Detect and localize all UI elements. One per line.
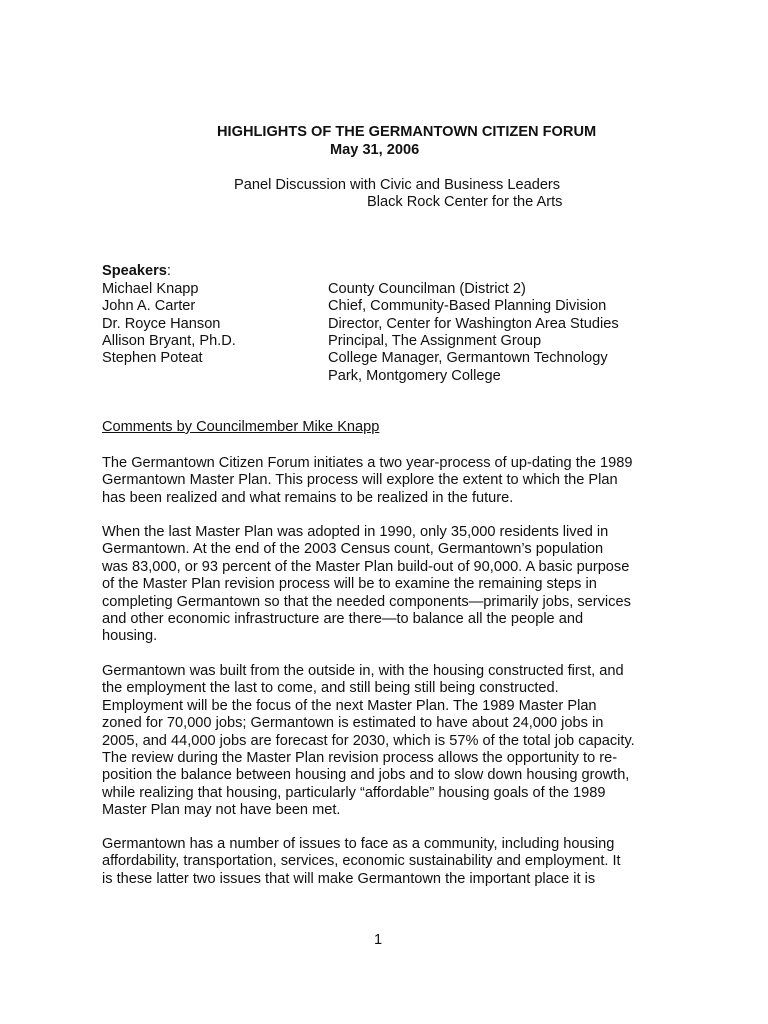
paragraph (102, 663, 662, 820)
speaker-title: Principal, The Assignment Group (328, 333, 542, 349)
speaker-row (102, 316, 619, 332)
paragraph-line: the employment the last to come, and still being still being constructed. (102, 680, 559, 697)
paragraph-line: is these latter two issues that will make Germantown the important place it is (102, 870, 596, 887)
paragraph-line: and other economic infrastructure are there—to balance all the people and (102, 611, 584, 628)
paragraph-line: position the balance between housing and jobs and to slow down housing growth, (102, 767, 630, 784)
speaker-row (102, 298, 606, 314)
document-venue: Black Rock Center for the Arts (367, 194, 563, 210)
document-title: HIGHLIGHTS OF THE GERMANTOWN CITIZEN FORUM (217, 124, 597, 140)
paragraph (102, 455, 662, 507)
paragraph-line: zoned for 70,000 jobs; Germantown is estimated to have about 24,000 jobs in (102, 715, 604, 732)
paragraph-line: affordability, transportation, services, economic sustainability and employment. It (102, 853, 621, 870)
paragraph-line: The review during the Master Plan revision process allows the opportunity to re- (102, 750, 618, 767)
speaker-name: John A. Carter (102, 298, 196, 314)
page-number: 1 (374, 932, 383, 948)
paragraph-line: Germantown. At the end of the 2003 Census count, Germantown’s population (102, 541, 604, 558)
speaker-title: College Manager, Germantown Technology (328, 350, 608, 366)
paragraph-line: 2005, and 44,000 jobs are forecast for 2030, which is 57% of the total job capacity. (102, 732, 635, 749)
document-date: May 31, 2006 (330, 142, 420, 158)
speaker-title: Chief, Community-Based Planning Division (328, 298, 607, 314)
paragraph-line: while realizing that housing, particularly “affordable” housing goals of the 1989 (102, 784, 606, 801)
speaker-row (102, 281, 526, 297)
paragraph-line: Germantown Master Plan. This process will explore the extent to which the Plan (102, 472, 618, 489)
paragraph-line: completing Germantown so that the needed components—primarily jobs, services (102, 593, 631, 610)
paragraph-line: of the Master Plan revision process will be to examine the remaining steps in (102, 576, 597, 593)
paragraph (102, 836, 662, 888)
speaker-name: Stephen Poteat (102, 350, 203, 366)
paragraph (102, 524, 662, 646)
speaker-name: Michael Knapp (102, 281, 199, 297)
speaker-name: Dr. Royce Hanson (102, 316, 221, 332)
speaker-title: Director, Center for Washington Area Studies (328, 316, 619, 332)
speakers-heading-label: Speakers (102, 263, 167, 279)
paragraph-line: housing. (102, 628, 158, 645)
paragraph-line: Germantown has a number of issues to face as a community, including housing (102, 836, 615, 852)
paragraph-line: Employment will be the focus of the next Master Plan. The 1989 Master Plan (102, 697, 597, 714)
document-subtitle: Panel Discussion with Civic and Business Leaders (234, 177, 561, 193)
speaker-row (102, 333, 541, 349)
paragraph-line: Germantown was built from the outside in, with the housing constructed first, and (102, 663, 624, 679)
speaker-title-continuation: Park, Montgomery College (328, 368, 501, 384)
speakers-heading-colon: : (166, 263, 171, 279)
paragraph-line: When the last Master Plan was adopted in 1990, only 35,000 residents lived in (102, 524, 609, 540)
paragraph-line: The Germantown Citizen Forum initiates a two year-process of up-dating the 1989 (102, 455, 633, 471)
speakers-heading (102, 263, 171, 279)
speaker-name: Allison Bryant, Ph.D. (102, 333, 236, 349)
speaker-title: County Councilman (District 2) (328, 281, 526, 297)
paragraph-line: Master Plan may not have been met. (102, 802, 341, 819)
section-heading: Comments by Councilmember Mike Knapp (102, 419, 380, 435)
speaker-row (102, 350, 608, 366)
paragraph-line: has been realized and what remains to be realized in the future. (102, 489, 514, 506)
paragraph-line: was 83,000, or 93 percent of the Master Plan build-out of 90,000. A basic purpose (102, 558, 630, 575)
